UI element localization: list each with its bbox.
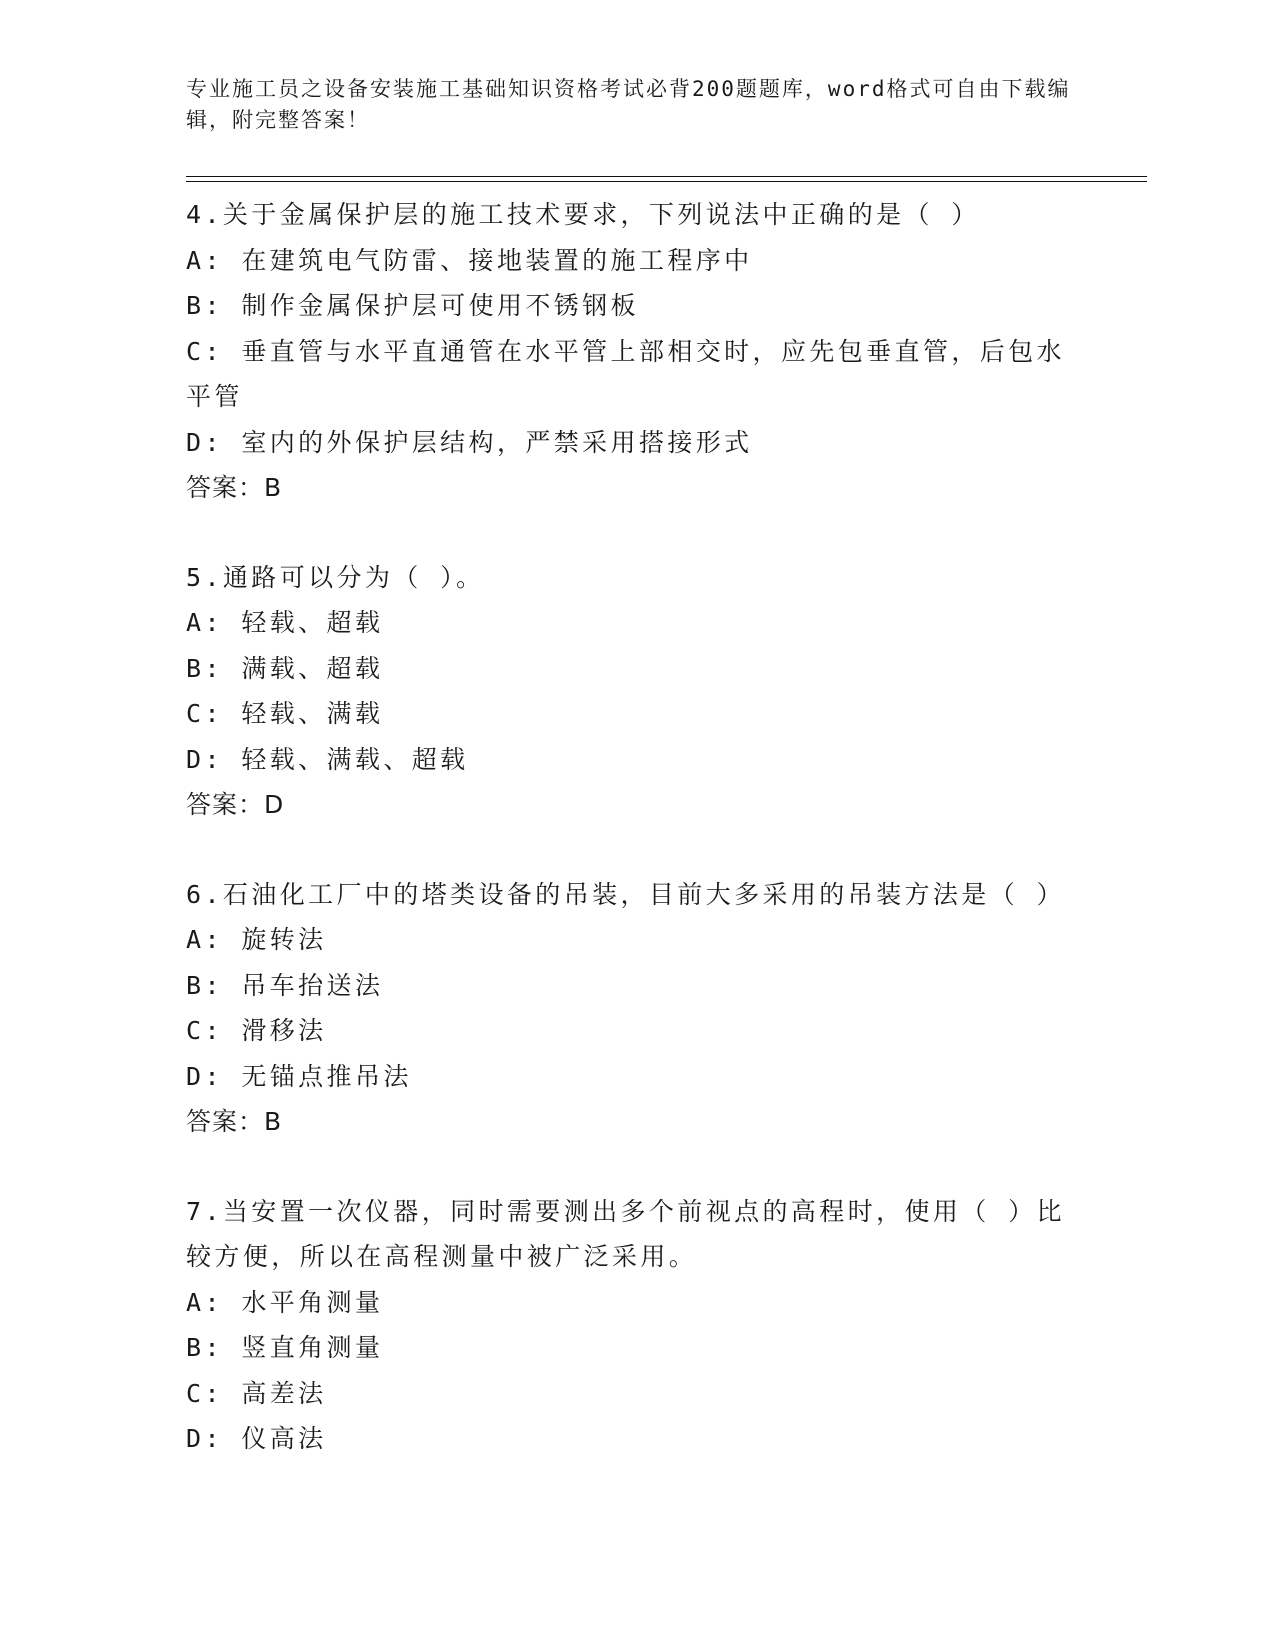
option-a: A: 在建筑电气防雷、接地装置的施工程序中 [186,245,753,275]
option-a: A: 轻载、超载 [186,608,384,637]
answer-line: 答案：B [186,473,283,502]
option-d: D: 无锚点推吊法 [186,1061,412,1091]
question-7 [186,1189,1086,1462]
question-5 [186,555,1086,828]
option-c: C: 轻载、满载 [186,699,384,728]
option-b: B: 满载、超载 [186,653,384,683]
question-stem: 5.通路可以分为（ ）。 [186,562,485,592]
option-b: B: 制作金属保护层可使用不锈钢板 [186,291,639,320]
header-divider-top [186,176,1147,177]
option-c: C: 垂直管与水平直通管在水平管上部相交时，应先包垂直管，后包水平管 [186,336,1065,411]
answer-line: 答案：B [186,1107,283,1136]
question-6 [186,872,1086,1145]
option-d: D: 轻载、满载、超载 [186,744,469,774]
question-list [186,192,1086,1506]
question-4 [186,192,1086,511]
question-stem: 7.当安置一次仪器，同时需要测出多个前视点的高程时，使用（ ）比较方便，所以在高程测量中被广泛采用。 [186,1196,1065,1271]
header-divider-bottom [186,181,1147,182]
option-a: A: 水平角测量 [186,1287,384,1317]
option-b: B: 竖直角测量 [186,1333,384,1362]
option-d: D: 室内的外保护层结构，严禁采用搭接形式 [186,427,753,457]
question-stem: 4.关于金属保护层的施工技术要求，下列说法中正确的是（ ） [186,200,980,229]
document-header: 专业施工员之设备安装施工基础知识资格考试必背200题题库，word格式可自由下载编辑，附完整答案！ [186,77,1071,132]
answer-line: 答案：D [186,790,285,819]
question-stem: 6.石油化工厂中的塔类设备的吊装，目前大多采用的吊装方法是（ ） [186,879,1065,909]
option-b: B: 吊车抬送法 [186,970,384,1000]
option-c: C: 高差法 [186,1378,327,1408]
option-d: D: 仪高法 [186,1424,327,1453]
option-c: C: 滑移法 [186,1016,327,1045]
option-a: A: 旋转法 [186,925,327,954]
